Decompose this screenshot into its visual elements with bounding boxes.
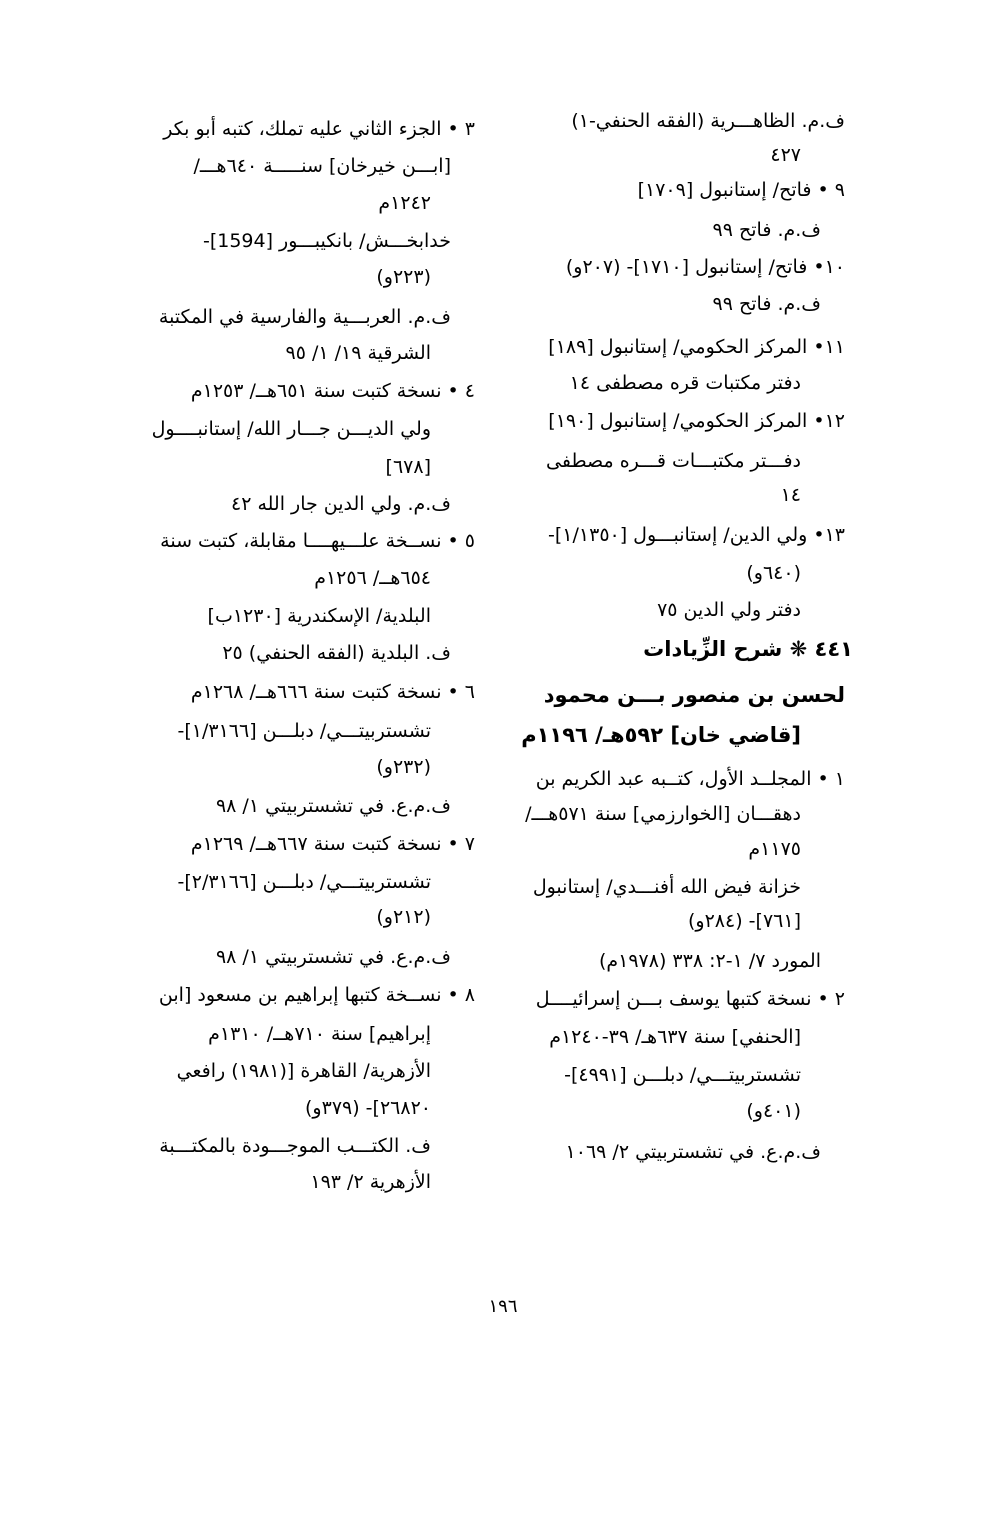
catalog-line: ٤٢٧ (770, 144, 801, 166)
catalog-line: ف.م. ولي الدين جار الله ٤٢ (230, 493, 451, 515)
catalog-line: (٤٠١و) (746, 1100, 801, 1122)
catalog-line: ١٢٤٢م (378, 192, 431, 214)
catalog-line: الشرقية ١٩/ ١/ ٩٥ (285, 342, 431, 364)
catalog-line: (٢١٢و) (376, 906, 431, 928)
catalog-line: ف.م.ع. في تشستربيتي ٢/ ١٠٦٩ (565, 1141, 821, 1163)
catalog-entry: ٣ • الجزء الثاني عليه تملك، كتبه أبو بكر (163, 118, 475, 140)
catalog-line: خزانة فيض الله أفنـــدي/ إستانبول (532, 876, 801, 898)
catalog-line: الأزهرية ٢/ ١٩٣ (310, 1171, 431, 1193)
catalog-entry: ١١• المركز الحكومي/ إستانبول [١٨٩] (548, 336, 845, 358)
catalog-line: ١١٧٥م (748, 838, 801, 860)
catalog-entry: ٢ • نسخة كتبها يوسف بـــن إسرائيــــل (535, 988, 845, 1010)
catalog-line: ٦٥٤هــ/ ١٢٥٦م (314, 567, 431, 589)
catalog-entry: ١٢• المركز الحكومي/ إستانبول [١٩٠] (548, 410, 845, 432)
catalog-line: إبراهيم] سنة ٧١٠هــ/ ١٣١٠م (208, 1023, 431, 1045)
catalog-entry: ٩ • فاتح/ إستانبول [١٧٠٩] (637, 179, 845, 201)
catalog-line: ٢٦٨٢٠]- (٣٧٩و) (305, 1097, 431, 1119)
catalog-line: ف. البلدية (الفقه الحنفي) ٢٥ (222, 642, 451, 664)
catalog-line: دهقـــان [الخوارزمي] سنة ٥٧١هـــ/ (525, 803, 801, 825)
catalog-line: ف.م.ع. في تشستربيتي ١/ ٩٨ (215, 795, 451, 817)
catalog-line: ف.م. الظاهـــرية (الفقه الحنفي-١) (571, 110, 845, 132)
book-author: لحسن بن منصور بـــن محمود (543, 683, 845, 707)
catalog-line: ١٤ (780, 484, 801, 506)
catalog-line: تشستربيتـــي/ دبلـــن [٤٩٩١]- (564, 1064, 801, 1086)
catalog-line: المورد ٧/ ١-٢: ٣٣٨ (١٩٧٨م) (598, 950, 821, 972)
catalog-line: (٢٢٣و) (376, 266, 431, 288)
catalog-line: تشستربيتـــي/ دبلـــن [١/٣١٦٦]- (177, 720, 431, 742)
catalog-line: ف.م. العربـــية والفارسية في المكتبة (158, 306, 451, 328)
catalog-line: تشستربيتـــي/ دبلـــن [٢/٣١٦٦]- (177, 871, 431, 893)
catalog-line: [ابـــن خيرخان] سنـــــة ٦٤٠هـــ/ (193, 155, 451, 177)
catalog-line: دفتر مكتبات قره مصطفى ١٤ (569, 372, 801, 394)
catalog-line: [الحنفي] سنة ٦٣٧هـ/ ٣٩-١٢٤٠م (549, 1026, 801, 1048)
catalog-line: خدابخـــش/ بانكيبـــور [1594]- (202, 230, 451, 252)
catalog-entry: ١ • المجلــد الأول، كتــبه عبد الكريم بن (535, 768, 845, 790)
catalog-entry: ١٣• ولي الدين/ إستانبـــول [١/١٣٥٠]- (548, 524, 845, 546)
book-title-heading: ٤٤١ ❋ شرح الزِّيادات (643, 637, 853, 661)
catalog-line: ولي الديـــن جـــار الله/ إستانبــــول (151, 418, 431, 440)
catalog-line: ف. الكتـــب الموجـــودة بالمكتـــبة (159, 1135, 431, 1157)
catalog-entry: ٤ • نسخة كتبت سنة ٦٥١هــ/ ١٢٥٣م (190, 380, 475, 402)
catalog-entry: ٨ • نســخة كتبها إبراهيم بن مسعود [ابن (158, 984, 475, 1006)
catalog-line: ف.م. فاتح ٩٩ (712, 219, 821, 241)
page-number: ١٩٦ (488, 1296, 518, 1317)
catalog-line: البلدية/ الإسكندرية [١٢٣٠ب] (207, 605, 431, 627)
catalog-line: الأزهرية/ القاهرة [(١٩٨١) رافعي (176, 1060, 431, 1082)
catalog-entry: ١٠• فاتح/ إستانبول [١٧١٠]- (٢٠٧و) (565, 256, 845, 278)
catalog-line: (٦٤٠و) (746, 562, 801, 584)
catalog-entry: ٧ • نسخة كتبت سنة ٦٦٧هــ/ ١٢٦٩م (190, 833, 475, 855)
book-author-date: [قاضي خان] ٥٩٢هـ/ ١١٩٦م (521, 723, 801, 747)
catalog-line: [٧٦١]- (٢٨٤و) (688, 910, 801, 932)
catalog-line: (٢٣٢و) (376, 756, 431, 778)
catalog-line: [٦٧٨] (385, 456, 431, 478)
catalog-entry: ٦ • نسخة كتبت سنة ٦٦٦هــ/ ١٢٦٨م (190, 681, 475, 703)
catalog-line: ف.م. فاتح ٩٩ (712, 293, 821, 315)
catalog-line: دفـــتر مكتبـــات قـــره مصطفى (546, 450, 801, 472)
catalog-entry: ٥ • نســخة علـــيهــــا مقابلة، كتبت سنة (160, 530, 475, 552)
catalog-line: دفتر ولي الدين ٧٥ (657, 599, 801, 621)
catalog-line: ف.م.ع. في تشستربيتي ١/ ٩٨ (215, 946, 451, 968)
